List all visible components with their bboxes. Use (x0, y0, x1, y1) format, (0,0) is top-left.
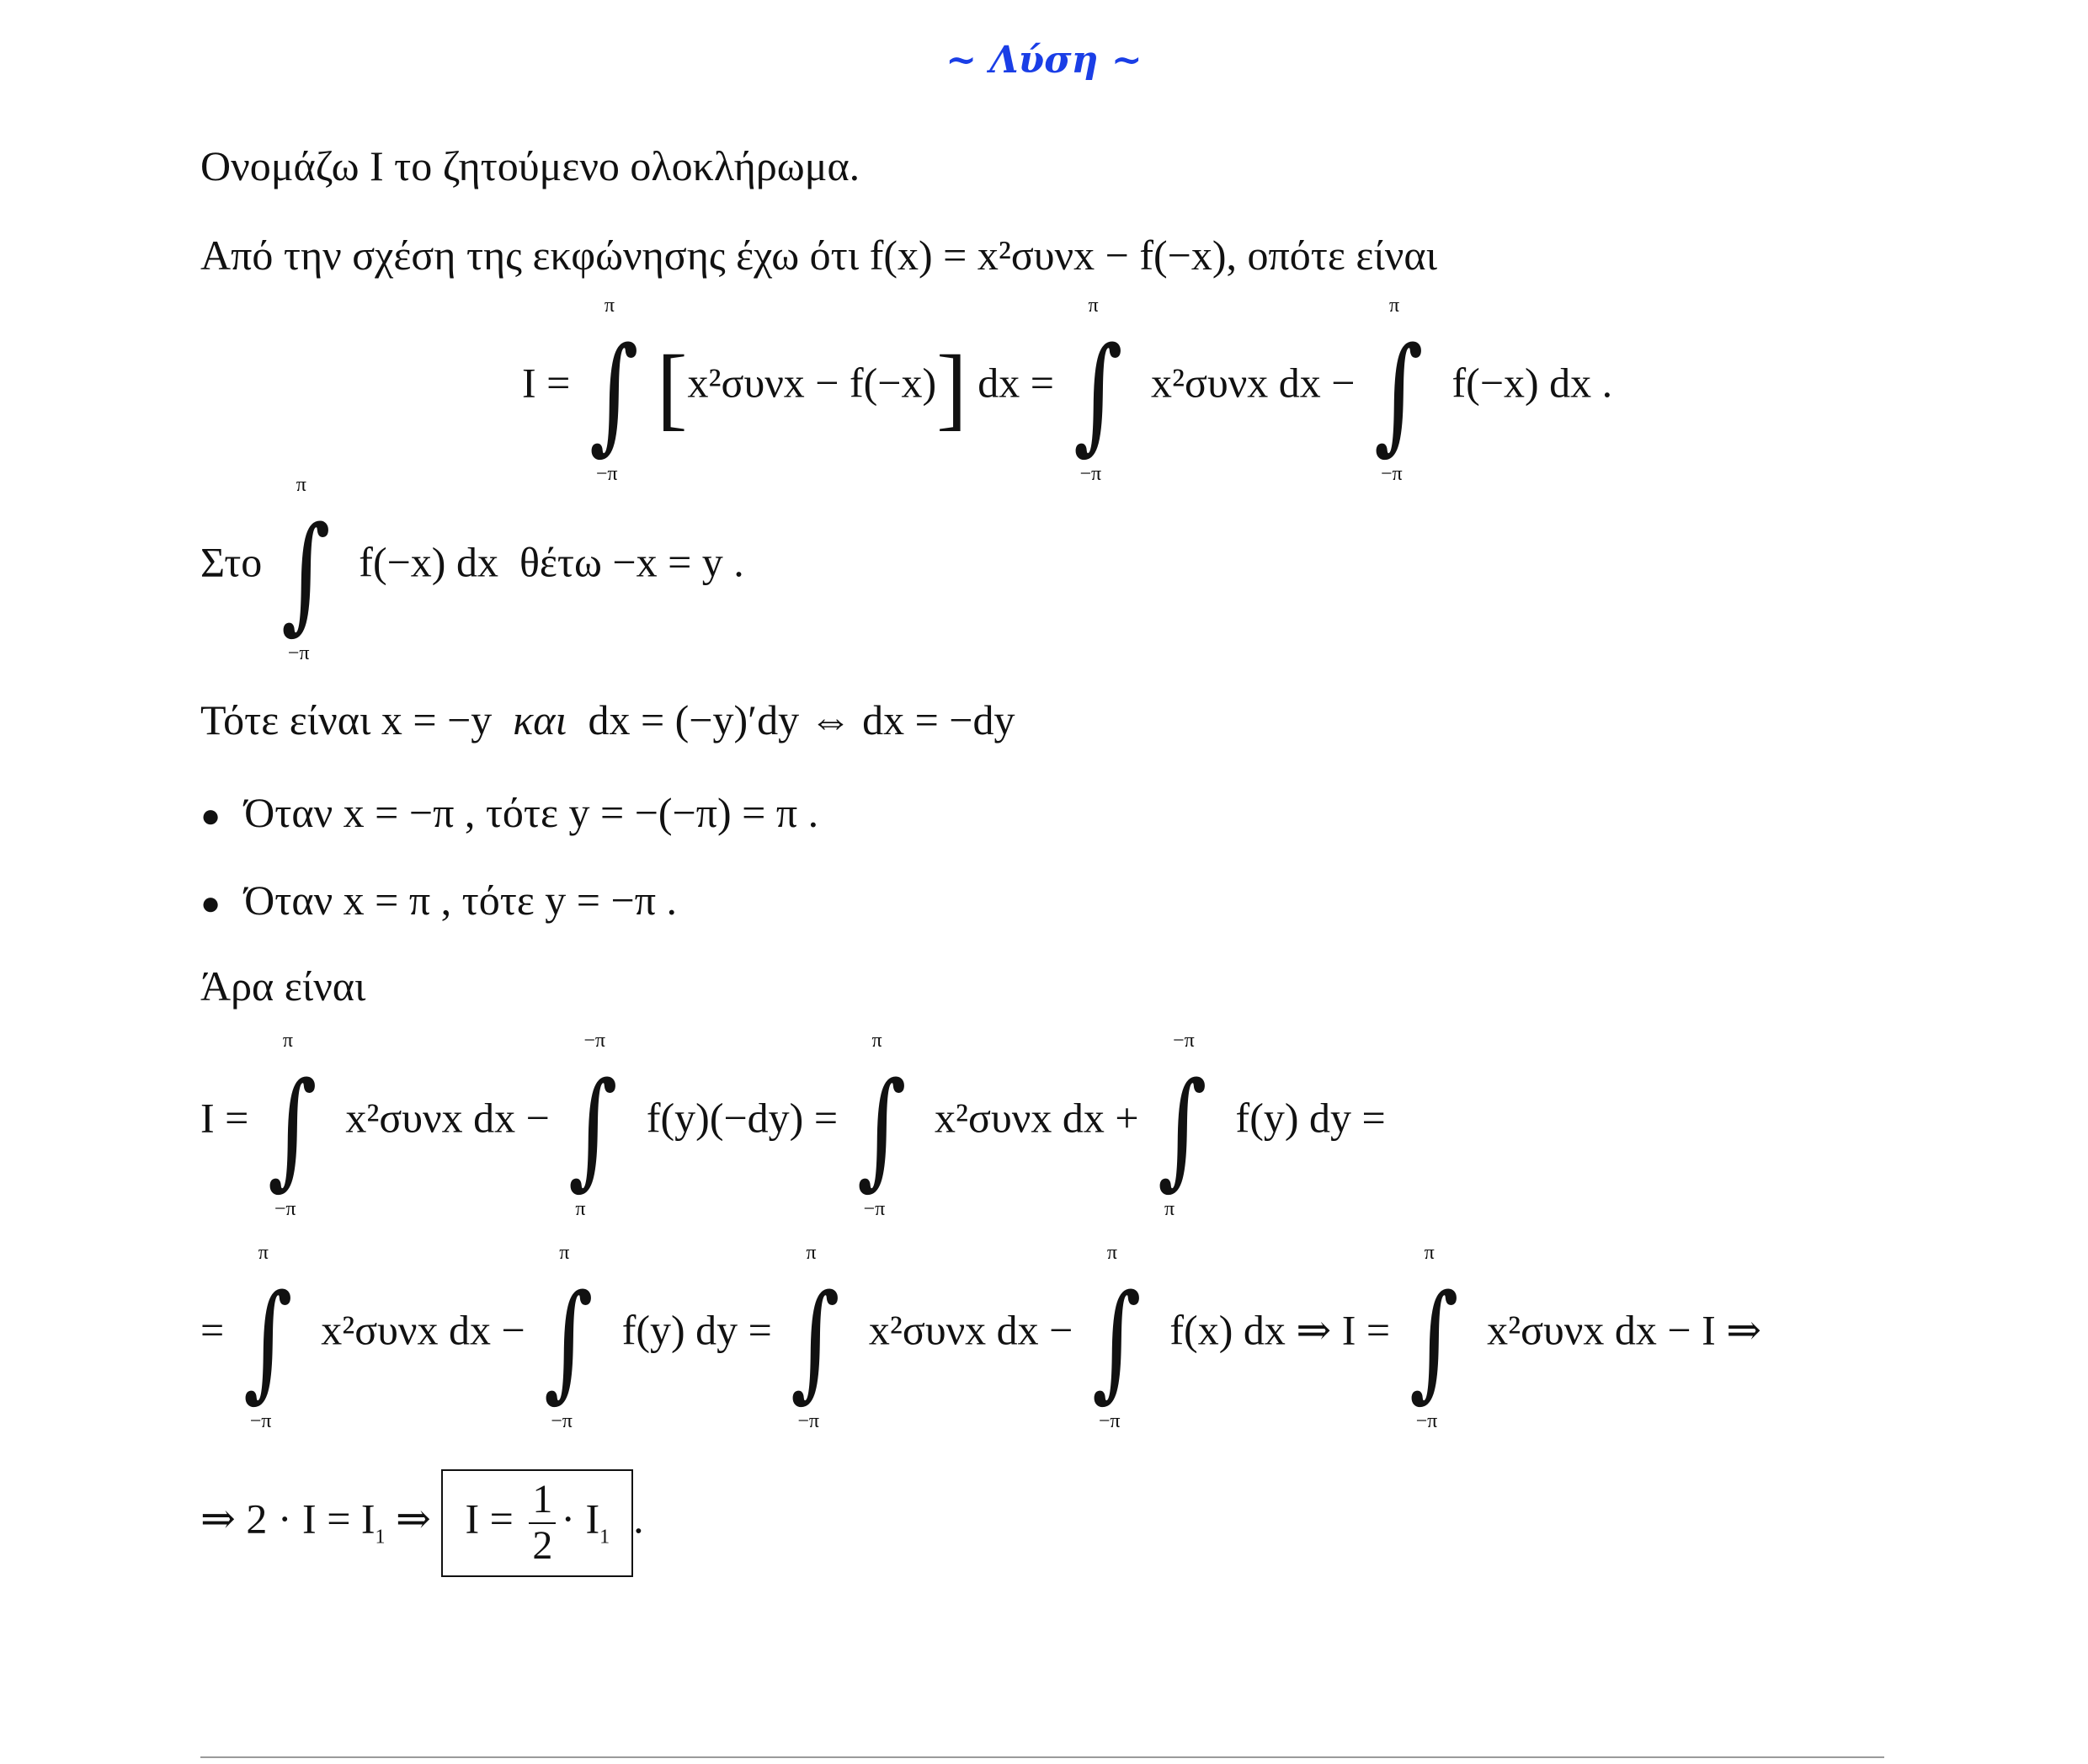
equation-2 (200, 1030, 1386, 1220)
then-a: Τότε είναι x = −y (200, 696, 493, 743)
bullet-item-1 (200, 791, 818, 834)
fraction-denominator: 2 (532, 1522, 553, 1568)
relation-text: Από την σχέση της εκφώνησης έχω ότι (200, 232, 860, 279)
eq2-lhs: I = (200, 1094, 249, 1142)
integral-sign: π ∫ −π (791, 1242, 840, 1432)
bullet-icon: ● (200, 884, 221, 922)
integral-sign: π ∫ −π (856, 1030, 907, 1220)
substitution-line (200, 474, 744, 664)
eq3-term-b: f(y) dy = (621, 1306, 772, 1354)
integral-sign: π ∫ −π (267, 1030, 317, 1220)
relation-formula: f(x) = x²συνx − f(−x) (869, 232, 1227, 279)
paragraph-intro: Ονομάζω Ι το ζητούμενο ολοκλήρωμα. (200, 142, 860, 189)
integral-sign: π ∫ −π (589, 295, 639, 485)
eq2-term-c: x²συνx dx + (935, 1094, 1139, 1142)
bullet-text: Όταν x = −π , τότε y = −(−π) = π . (244, 789, 819, 836)
bullet-icon: ● (200, 797, 221, 834)
eq3-term-e: x²συνx dx − I ⇒ (1487, 1306, 1762, 1354)
eq2-term-d: f(y) dy = (1235, 1094, 1386, 1142)
subst-rest: θέτω −x = y . (519, 538, 744, 586)
integral-sign: −π ∫ π (1158, 1030, 1207, 1220)
integral-sign: π ∫ −π (1374, 295, 1424, 485)
eq1-term2: x²συνx dx − (1151, 359, 1356, 407)
integral-sign: π ∫ −π (1409, 1242, 1459, 1432)
boxed-result (441, 1469, 633, 1577)
paragraph-therefore: Άρα είναι (200, 962, 366, 1010)
eq3-term-a: x²συνx dx − (321, 1306, 525, 1354)
paragraph-then (200, 696, 1015, 743)
integral-sign: π ∫ −π (242, 1242, 293, 1432)
eq2-term-a: x²συνx dx − (345, 1094, 550, 1142)
eq4-end: . (633, 1495, 644, 1543)
solution-heading: ~ Λύση ~ (945, 39, 1143, 82)
relation-end: , οπότε είναι (1226, 232, 1438, 279)
eq3-start: = (200, 1306, 225, 1354)
then-c: dx = (−y)′dy ⇔ dx = −dy (588, 696, 1015, 743)
integral-sign: π ∫ −π (1091, 1242, 1142, 1432)
result-rhs: · I (561, 1495, 600, 1543)
eq3-term-d: f(x) dx ⇒ I = (1169, 1306, 1391, 1354)
result-subscript: 1 (599, 1526, 610, 1548)
then-and: και (513, 696, 567, 743)
integral-sign: π ∫ −π (1073, 295, 1123, 485)
eq4-subscript: 1 (375, 1526, 386, 1548)
fraction (529, 1478, 556, 1569)
eq2-term-b: f(y)(−dy) = (646, 1094, 839, 1142)
equation-1: I = π ∫ −π [x²συνx − f(−x)] dx = π ∫ −π x²συνx dx − π ∫ −π f(−x) dx . (522, 295, 1613, 485)
equation-3 (200, 1242, 1762, 1432)
eq1-term1: x²συνx − f(−x) (687, 359, 937, 407)
integral-sign: −π ∫ π (568, 1030, 618, 1220)
fraction-numerator: 1 (529, 1478, 556, 1524)
subst-integrand: f(−x) dx (359, 538, 498, 586)
bullet-item-2 (200, 877, 677, 924)
eq3-term-c: x²συνx dx − (868, 1306, 1073, 1354)
integral-sign: π ∫ −π (280, 474, 331, 664)
paragraph-relation (200, 232, 1438, 279)
eq1-term3: f(−x) dx . (1451, 359, 1613, 407)
subst-start: Στο (200, 538, 263, 586)
integral-sign: π ∫ −π (544, 1242, 594, 1432)
eq1-lhs: I = (522, 359, 571, 407)
equation-4 (200, 1469, 644, 1577)
eq4-start: ⇒ 2 · I = I (200, 1495, 376, 1543)
bullet-text: Όταν x = π , τότε y = −π . (244, 877, 677, 924)
eq1-term1-end: dx = (977, 359, 1054, 407)
eq4-arrow: ⇒ (396, 1495, 431, 1543)
bottom-divider (200, 1756, 1884, 1758)
result-lhs: I = (465, 1495, 514, 1543)
